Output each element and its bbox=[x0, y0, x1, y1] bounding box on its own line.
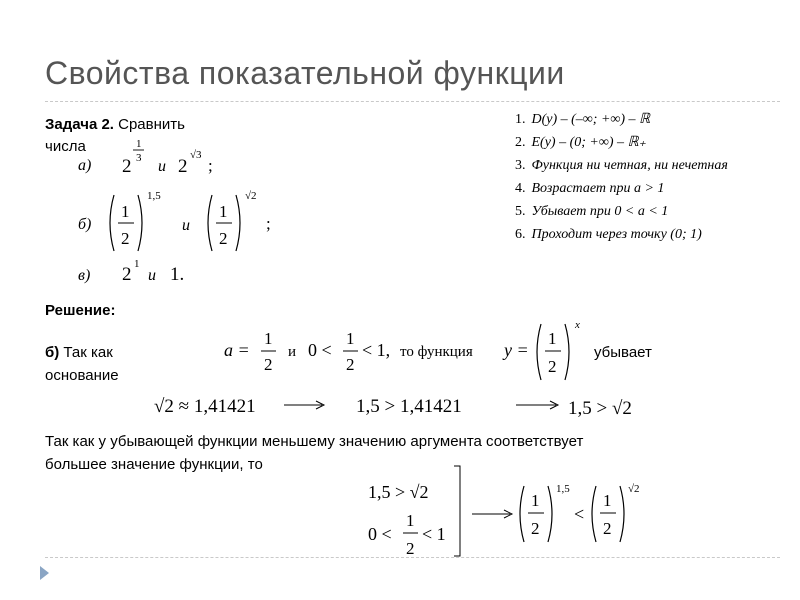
explanation-line-2: большее значение функции, то bbox=[45, 456, 263, 473]
case-a-label: а) bbox=[78, 157, 92, 174]
condition-formula bbox=[220, 318, 560, 384]
y-exponent: x bbox=[575, 319, 580, 331]
system-frac-den: 2 bbox=[406, 539, 415, 558]
result-paren-left-2 bbox=[592, 486, 596, 542]
case-a-conj: и bbox=[158, 158, 166, 175]
solution-b-text: Так как bbox=[59, 344, 113, 361]
task-header bbox=[45, 116, 185, 133]
result-paren-right-1 bbox=[548, 486, 552, 542]
case-b-exp1: 1,5 bbox=[147, 190, 161, 202]
y-frac-den: 2 bbox=[548, 357, 557, 376]
a-equals: a = bbox=[224, 340, 250, 360]
comparison-chain bbox=[150, 388, 660, 424]
approx-sqrt2: √2 ≈ 1,41421 bbox=[154, 396, 256, 417]
solution-b-line bbox=[45, 344, 113, 361]
compare-2: 1,5 > √2 bbox=[568, 398, 632, 419]
case-b-conj: и bbox=[182, 217, 190, 234]
case-b-paren-right-2 bbox=[236, 195, 240, 251]
y-equals: y = bbox=[504, 340, 529, 360]
task-text-2: числа bbox=[45, 138, 86, 155]
case-a-exp-den: 3 bbox=[136, 152, 142, 164]
property-item: 1. D(y) – (–∞; +∞) – ℝ bbox=[515, 112, 651, 127]
case-b-label: б) bbox=[78, 216, 92, 233]
property-item: 3. Функция ни четная, ни нечетная bbox=[515, 158, 728, 173]
task-label: Задача 2. bbox=[45, 116, 114, 133]
case-b-num1: 1 bbox=[121, 202, 130, 221]
slide-bullet-icon bbox=[40, 566, 49, 580]
result-op: < bbox=[574, 504, 585, 524]
result-exp-2: √2 bbox=[628, 483, 640, 495]
property-item: 6. Проходит через точку (0; 1) bbox=[515, 227, 702, 242]
property-item: 4. Возрастает при a > 1 bbox=[515, 181, 665, 196]
case-c-exp: 1 bbox=[134, 258, 140, 270]
y-paren-left bbox=[537, 324, 541, 380]
case-c-base: 2 bbox=[122, 264, 132, 285]
result-num-1: 1 bbox=[531, 491, 540, 510]
result-den-1: 2 bbox=[531, 519, 540, 538]
ineq-right: < 1, bbox=[362, 340, 391, 360]
y-paren-right bbox=[565, 324, 569, 380]
case-c-label: в) bbox=[78, 267, 91, 284]
case-a-exp-num: 1 bbox=[136, 138, 142, 150]
result-paren-right-2 bbox=[620, 486, 624, 542]
result-paren-left-1 bbox=[520, 486, 524, 542]
system-left: 0 < bbox=[368, 524, 392, 544]
ineq-left: 0 < bbox=[308, 340, 332, 360]
then-function-text: то функция bbox=[400, 344, 473, 360]
a-frac-den: 2 bbox=[264, 355, 273, 374]
title-divider bbox=[45, 101, 780, 102]
solution-b-label: б) bbox=[45, 344, 60, 361]
system-bracket bbox=[454, 466, 460, 556]
solution-b-text-2: основание bbox=[45, 367, 119, 384]
case-a-base2: 2 bbox=[178, 156, 188, 177]
and-word: и bbox=[288, 344, 297, 360]
case-b-den1: 2 bbox=[121, 229, 130, 248]
system-frac-num: 1 bbox=[406, 511, 415, 530]
case-b-paren-left-1 bbox=[110, 195, 114, 251]
case-b-den2: 2 bbox=[219, 229, 228, 248]
explanation-line-1: Так как у убывающей функции меньшему значению аргумента соответствует bbox=[45, 433, 584, 450]
footer-divider bbox=[45, 557, 780, 558]
case-c-rhs: 1. bbox=[170, 264, 185, 285]
result-num-2: 1 bbox=[603, 491, 612, 510]
case-c-formula bbox=[70, 254, 220, 290]
case-b-exp2: √2 bbox=[245, 190, 257, 202]
system-right: < 1 bbox=[422, 524, 446, 544]
task-text: Сравнить bbox=[113, 116, 185, 133]
property-item: 2. E(y) – (0; +∞) – ℝ₊ bbox=[515, 135, 646, 150]
decreasing-word: убывает bbox=[594, 344, 652, 361]
solution-heading: Решение: bbox=[45, 302, 116, 319]
property-item: 5. Убывает при 0 < a < 1 bbox=[515, 204, 669, 219]
system-line-1: 1,5 > √2 bbox=[368, 482, 429, 502]
case-a-formula bbox=[70, 134, 250, 184]
case-a-base1: 2 bbox=[122, 156, 132, 177]
case-b-num2: 1 bbox=[219, 202, 228, 221]
properties-list bbox=[515, 108, 728, 246]
ineq-frac-num: 1 bbox=[346, 329, 355, 348]
a-frac-num: 1 bbox=[264, 329, 273, 348]
case-b-end: ; bbox=[266, 214, 271, 233]
case-a-end: ; bbox=[208, 156, 213, 175]
case-b-paren-left-2 bbox=[208, 195, 212, 251]
y-frac-num: 1 bbox=[548, 329, 557, 348]
result-exp-1: 1,5 bbox=[556, 483, 570, 495]
function-fraction bbox=[533, 318, 593, 384]
page-title: Свойства показательной функции bbox=[45, 55, 565, 91]
final-system bbox=[360, 462, 660, 562]
compare-1: 1,5 > 1,41421 bbox=[356, 396, 462, 417]
case-c-conj: и bbox=[148, 267, 156, 284]
case-b-formula bbox=[70, 185, 290, 255]
ineq-frac-den: 2 bbox=[346, 355, 355, 374]
result-den-2: 2 bbox=[603, 519, 612, 538]
case-a-exp2: √3 bbox=[190, 149, 202, 161]
case-b-paren-right-1 bbox=[138, 195, 142, 251]
